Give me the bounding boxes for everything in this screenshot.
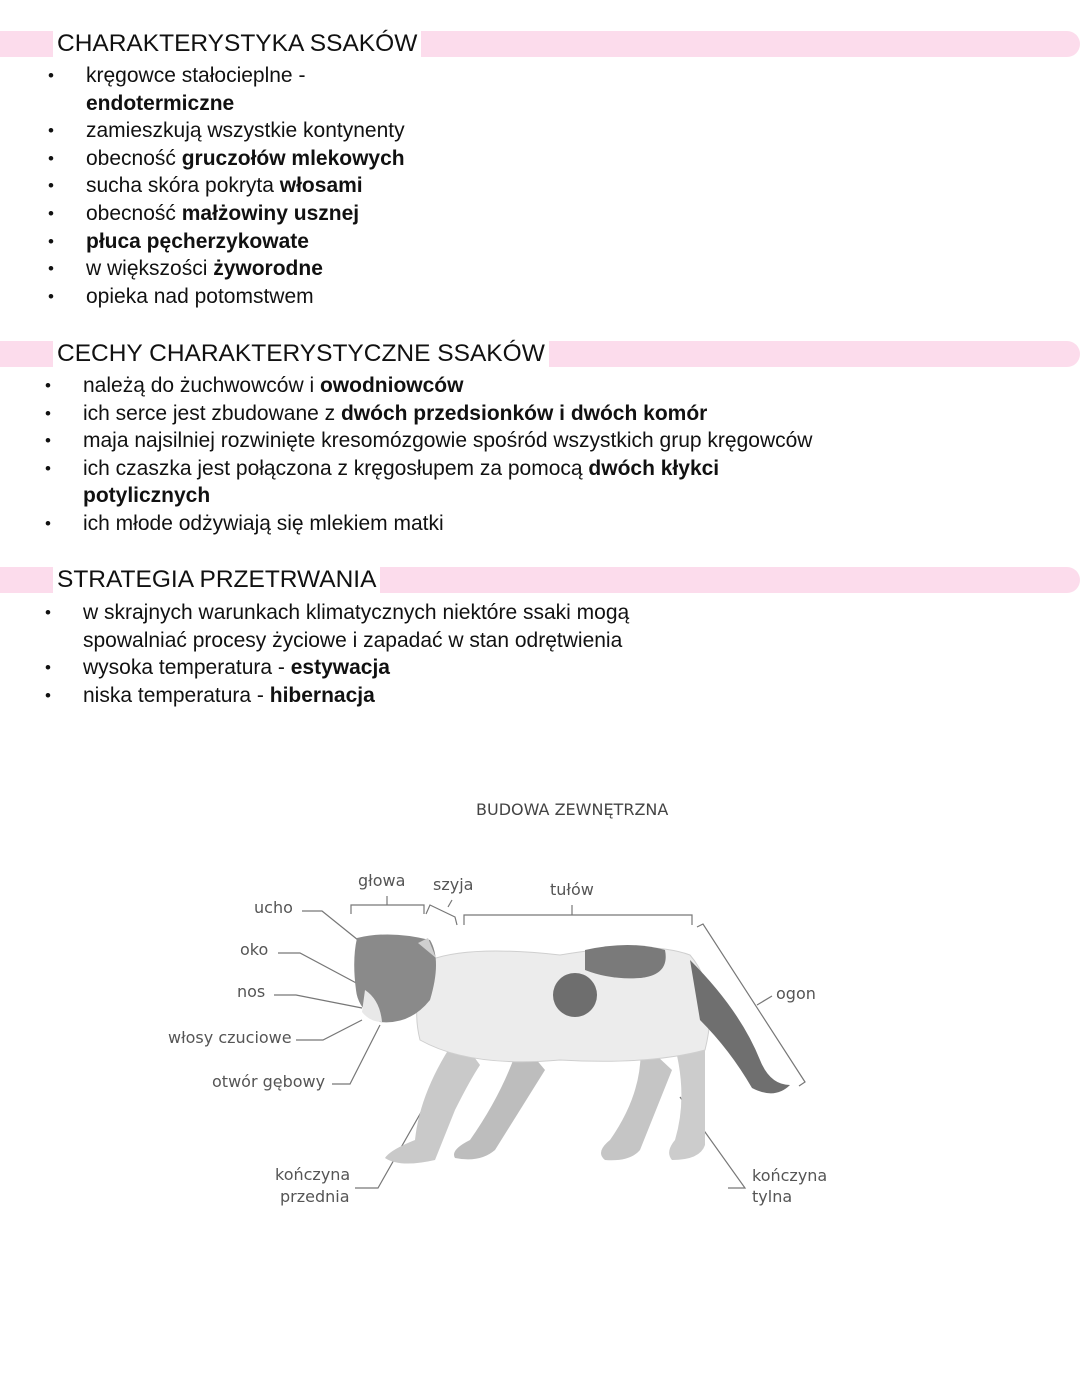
bold-text: gruczołów mlekowych (181, 146, 405, 170)
label-ucho: ucho (254, 898, 293, 917)
bold-text: małżowiny usznej (181, 201, 360, 225)
bold-text: dwóch przedsionków i dwóch komór (340, 401, 708, 425)
text: zamieszkują wszystkie kontynenty (86, 119, 405, 143)
text: ich serce jest zbudowane z (83, 401, 341, 425)
text: wysoka temperatura - (83, 656, 291, 680)
label-konczyna-tylna-2: tylna (752, 1187, 793, 1206)
text: należą do żuchwowców i (83, 374, 320, 397)
label-tulow: tułów (550, 880, 594, 899)
label-szyja: szyja (433, 875, 474, 894)
bold-text: żyworodne (213, 257, 323, 281)
label-wlosy-czuciowe: włosy czuciowe (168, 1028, 292, 1047)
label-nos: nos (237, 982, 266, 1001)
label-otwor-gebowy: otwór gębowy (212, 1072, 326, 1091)
label-konczyna-tylna-1: kończyna (752, 1166, 828, 1185)
text: maja najsilniej rozwinięte kresomózgowie spośród wszystkich grup kręgowców (83, 429, 813, 453)
label-glowa: głowa (358, 871, 406, 890)
text: w większości (86, 257, 214, 281)
text: obecność (86, 146, 182, 170)
diagram-title: BUDOWA ZEWNĘTRZNA (476, 800, 669, 819)
bold-text: dwóch kłykci potylicznych (83, 456, 720, 508)
bold-text: endotermiczne (86, 91, 235, 115)
text: sucha skóra pokryta (86, 174, 280, 198)
label-konczyna-przednia-1: kończyna (275, 1165, 351, 1184)
text: ich czaszka jest połączona z kręgosłupem za pomocą (83, 456, 589, 480)
bold-text: hibernacja (269, 683, 375, 707)
bold-text: płuca pęcherzykowate (86, 229, 309, 253)
text: obecność (86, 201, 182, 225)
text: kręgowce stałocieplne - (86, 64, 306, 87)
text: niska temperatura - (83, 683, 270, 707)
section-title: STRATEGIA PRZETRWANIA (53, 565, 380, 595)
section-title: CHARAKTERYSTYKA SSAKÓW (53, 29, 421, 59)
label-konczyna-przednia-2: przednia (280, 1187, 350, 1206)
label-oko: oko (240, 940, 269, 959)
section-title: CECHY CHARAKTERYSTYCZNE SSAKÓW (53, 339, 549, 369)
bold-text: owodniowców (319, 374, 464, 397)
text: w skrajnych warunkach klimatycznych niektóre ssaki mogą spowalniać procesy życiowe i zapadać w stan odrętwienia (83, 601, 630, 652)
text: opieka nad potomstwem (86, 284, 314, 308)
bold-text: włosami (279, 174, 363, 198)
text: ich młode odżywiają się mlekiem matki (83, 511, 444, 535)
bold-text: estywacja (290, 656, 390, 680)
cat-shape (354, 934, 790, 1163)
label-ogon: ogon (776, 984, 816, 1003)
